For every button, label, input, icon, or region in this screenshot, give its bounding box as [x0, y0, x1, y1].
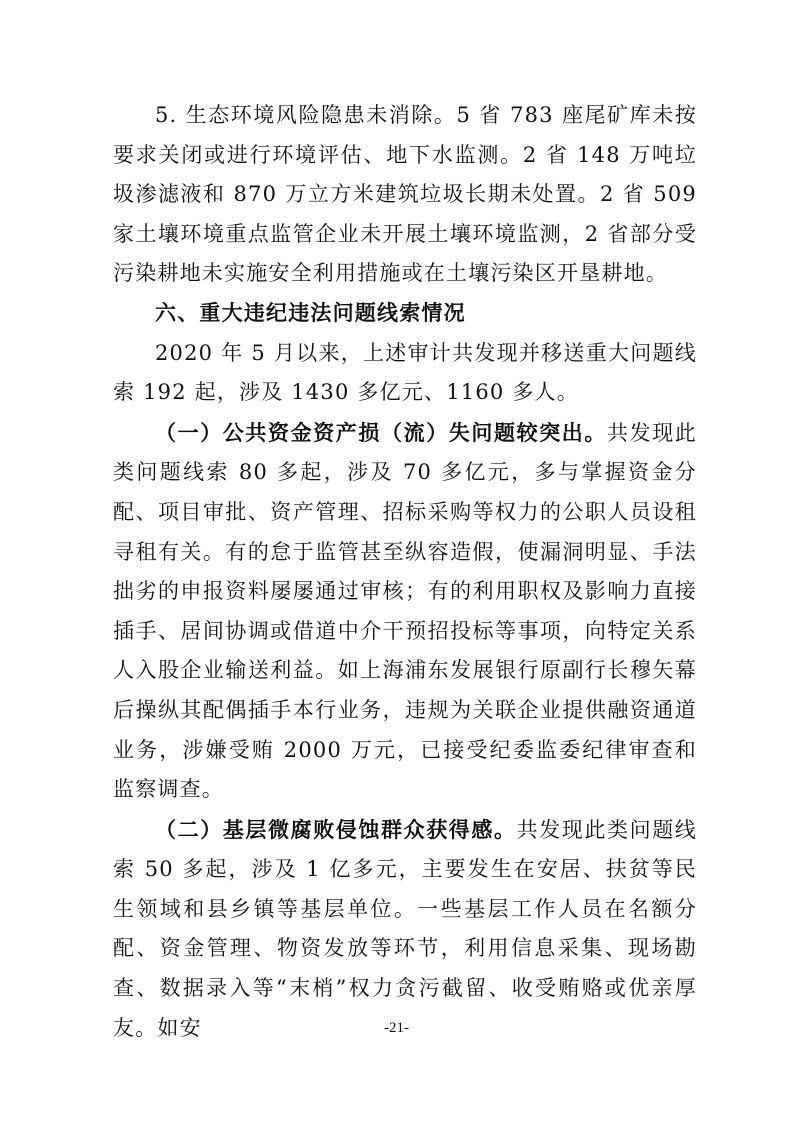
section-heading: 六、重大违纪违法问题线索情况 [155, 300, 466, 325]
paragraph-grassroots-corruption-body: 共发现此类问题线索 50 多起，涉及 1 亿多元，主要发生在安居、扶贫等民生领域和县乡镇等基层单位。一些基层工作人员在名额分配、资金管理、物资发放等环节，利用信息采集、现场勘查、数据录入等“末梢”权力贪污截留、收受贿赂或优亲厚友。如安 [113, 817, 697, 1040]
page-number: -21- [384, 1020, 409, 1036]
subheading-public-funds: （一）公共资金资产损（流）失问题较突出。 [155, 419, 607, 445]
paragraph-grassroots-corruption [113, 810, 697, 1049]
paragraph-clue-summary: 2020 年 5 月以来，上述审计共发现并移送重大问题线索 192 起，涉及 1430 多亿元、1160 多人。 [113, 340, 697, 405]
document-body [113, 96, 697, 1048]
subheading-grassroots-corruption: （二）基层微腐败侵蚀群众获得感。 [155, 816, 517, 842]
paragraph-public-funds [113, 413, 697, 810]
paragraph-ecological-risk: 5. 生态环境风险隐患未消除。5 省 783 座尾矿库未按要求关闭或进行环境评估、地下水监测。2 省 148 万吨垃圾渗滤液和 870 万立方米建筑垃圾长期未处置。2 省 509 家土壤环境重点监管企业未开展土壤环境监测，2 省部分受污染耕地未实施安全利用措施或在土壤污染区开垦耕地。 [113, 103, 697, 286]
paragraph-public-funds-body: 共发现此类问题线索 80 多起，涉及 70 多亿元，多与掌握资金分配、项目审批、资产管理、招标采购等权力的公职人员设租寻租有关。有的怠于监管甚至纵容造假，使漏洞明显、手法拙劣的申报资料屡屡通过审核；有的利用职权及影响力直接插手、居间协调或借道中介干预招投标等事项，向特定关系人入股企业输送利益。如上海浦东发展银行原副行长穆矢幕后操纵其配偶插手本行业务，违规为关联企业提供融资通道业务，涉嫌受贿 2000 万元，已接受纪委监委纪律审查和监察调查。 [113, 420, 697, 802]
